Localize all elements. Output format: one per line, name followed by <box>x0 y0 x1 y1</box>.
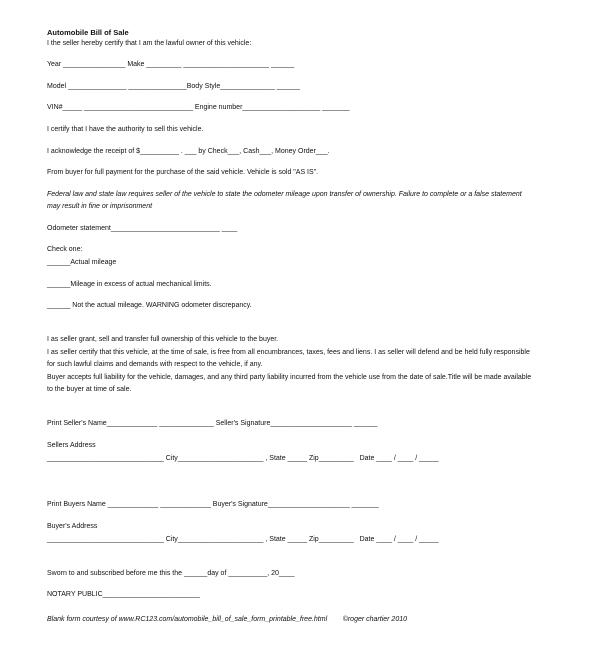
sworn-line: Sworn to and subscribed before me this the ______day of __________, 20____ <box>47 570 295 577</box>
authority-text: I certify that I have the authority to sell this vehicle. <box>47 126 204 133</box>
buyers-address-label: Buyer's Address <box>47 523 98 530</box>
buyer-address-line: ______________________________ City______________________ , State _____ Zip_________ Date ____ / ____ / _____ <box>47 536 439 543</box>
liability-text-2: to the buyer at time of sale. <box>47 386 132 393</box>
year-make-line: Year ________________ Make _________ ______________________ ______ <box>47 61 295 68</box>
certify-text-2: for such lawful claims and demands with respect to the vehicle, if any. <box>47 361 263 368</box>
form-title: Automobile Bill of Sale <box>47 28 129 37</box>
option-not-actual-mileage: ______ Not the actual mileage. WARNING odometer discrepancy. <box>47 302 252 309</box>
option-excess-mileage: ______Mileage in excess of actual mechanical limits. <box>47 281 212 288</box>
federal-law-text-1: Federal law and state law requires seller of the vehicle to state the odometer mileage upon transfer of ownership. Failure to complete or a false statement <box>47 191 522 198</box>
receipt-line: I acknowledge the receipt of $__________ . ___ by Check___, Cash___, Money Order___. <box>47 148 330 155</box>
check-one-label: Check one: <box>47 246 83 253</box>
seller-signature-line: Print Seller's Name_____________ ______________ Seller's Signature_____________________ ______ <box>47 420 378 427</box>
odometer-statement-line: Odometer statement____________________________ ____ <box>47 225 238 232</box>
model-body-style-line: Model _______________ _______________Body Style______________ ______ <box>47 83 301 90</box>
sold-as-is-text: From buyer for full payment for the purchase of the said vehicle. Vehicle is sold "AS IS". <box>47 169 319 176</box>
seller-address-line: ______________________________ City______________________ , State _____ Zip_________ Date ____ / ____ / _____ <box>47 455 439 462</box>
option-actual-mileage: ______Actual mileage <box>47 259 117 266</box>
notary-public-line: NOTARY PUBLIC_________________________ <box>47 591 200 598</box>
certify-text-1: I as seller certify that this vehicle, at the time of sale, is free from all encumbrances, taxes, fees and liens. I as seller will defend and be held fully responsible <box>47 349 530 356</box>
vin-engine-line: VIN#_____ ____________________________ Engine number____________________ _______ <box>47 104 350 111</box>
sellers-address-label: Sellers Address <box>47 442 96 449</box>
buyer-signature-line: Print Buyers Name _____________ _____________ Buyer's Signature_____________________ _______ <box>47 501 379 508</box>
footer-credit: Blank form courtesy of www.RC123.com/automobile_bill_of_sale_form_printable_free.html ©roger chartier 2010 <box>47 616 407 623</box>
grant-transfer-text: I as seller grant, sell and transfer full ownership of this vehicle to the buyer. <box>47 336 279 343</box>
federal-law-text-2: may result in fine or imprisonment <box>47 203 153 210</box>
liability-text-1: Buyer accepts full liability for the vehicle, damages, and any third party liability incurred from the vehicle use from the date of sale.Title will be made available <box>47 374 532 381</box>
intro-text: I the seller hereby certify that I am the lawful owner of this vehicle: <box>47 40 252 47</box>
